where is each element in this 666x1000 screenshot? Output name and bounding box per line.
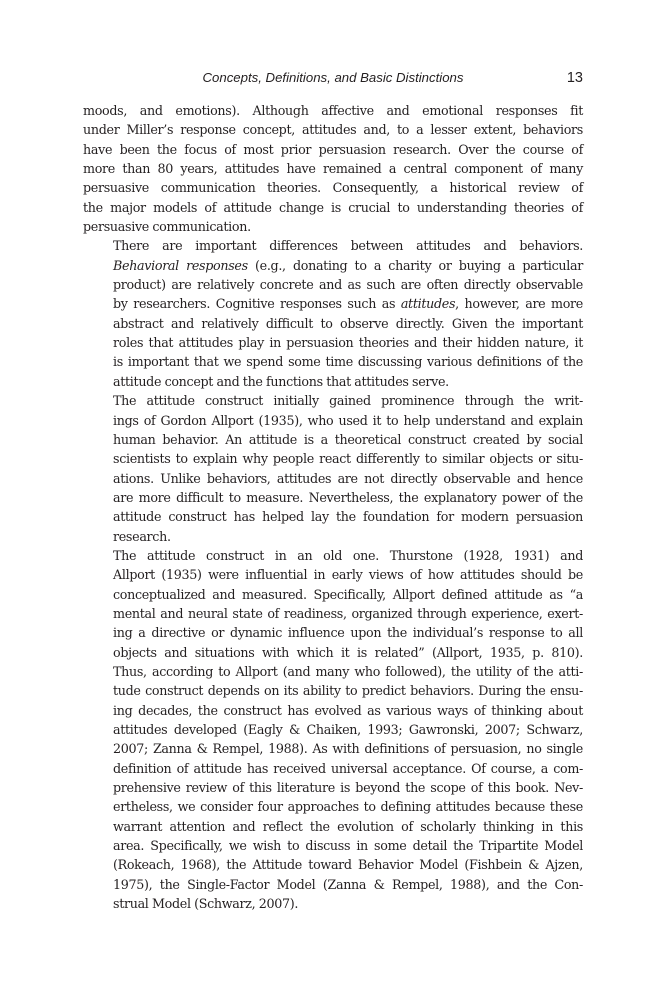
page-number: 13 bbox=[566, 70, 583, 86]
text-line: ertheless, we consider four approaches to defining attitudes because these bbox=[113, 799, 583, 815]
text-line: 2007; Zanna & Rempel, 1988). As with definitions of persuasion, no single bbox=[113, 741, 583, 757]
text-line: is important that we spend some time discussing various definitions of the bbox=[113, 354, 583, 370]
body-paragraph bbox=[83, 236, 583, 391]
text-line: There are important differences between attitudes and behaviors. bbox=[113, 238, 583, 254]
text-line: ing a directive or dynamic influence upon the individual’s response to all bbox=[113, 625, 583, 641]
text-line: more than 80 years, attitudes have remained a central component of many bbox=[83, 161, 583, 177]
text-line: definition of attitude has received universal acceptance. Of course, a com- bbox=[113, 760, 583, 776]
emphasized-term: attitudes bbox=[400, 296, 456, 312]
text-line: are more difficult to measure. Nevertheless, the explanatory power of the bbox=[113, 489, 583, 505]
text-line: ings of Gordon Allport (1935), who used it to help understand and explain bbox=[113, 412, 583, 428]
text-line: area. Specifically, we wish to discuss in some detail the Tripartite Model bbox=[113, 838, 583, 854]
text-line: the major models of attitude change is crucial to understanding theories of bbox=[83, 199, 583, 215]
text-line: have been the focus of most prior persuasion research. Over the course of bbox=[83, 141, 583, 157]
text-line: prehensive review of this literature is beyond the scope of this book. Nev- bbox=[113, 780, 583, 796]
text-line: (Rokeach, 1968), the Attitude toward Behavior Model (Fishbein & Ajzen, bbox=[113, 857, 583, 873]
text-line: abstract and relatively difficult to observe directly. Given the important bbox=[113, 315, 583, 331]
text-line: The attitude construct in an old one. Thurstone (1928, 1931) and bbox=[113, 547, 583, 563]
text-line: objects and situations with which it is related” (Allport, 1935, p. 810). bbox=[113, 644, 583, 660]
body-paragraph bbox=[83, 391, 583, 546]
text-line: tude construct depends on its ability to predict behaviors. During the ensu- bbox=[113, 683, 583, 699]
text-line: The attitude construct initially gained prominence through the writ- bbox=[113, 393, 583, 409]
emphasized-term: Behavioral responses bbox=[113, 257, 248, 273]
text-line: research. bbox=[113, 528, 171, 544]
text-line: under Miller’s response concept, attitudes and, to a lesser extent, behaviors bbox=[83, 122, 583, 138]
body-text bbox=[83, 101, 583, 913]
text-line: ations. Unlike behaviors, attitudes are not directly observable and hence bbox=[113, 470, 583, 486]
body-paragraph bbox=[83, 101, 583, 236]
text-line: moods, and emotions). Although affective and emotional responses fit bbox=[83, 103, 583, 118]
text-line: Thus, according to Allport (and many who followed), the utility of the atti- bbox=[113, 663, 583, 679]
body-paragraph bbox=[83, 546, 583, 914]
text-line: Behavioral responses (e.g., donating to a charity or buying a particular bbox=[113, 257, 583, 273]
text-line: Allport (1935) were influential in early views of how attitudes should be bbox=[113, 567, 583, 583]
text-line: ing decades, the construct has evolved as various ways of thinking about bbox=[113, 702, 583, 718]
text-line: 1975), the Single-Factor Model (Zanna & Rempel, 1988), and the Con- bbox=[113, 876, 583, 892]
text-line: product) are relatively concrete and as such are often directly observable bbox=[113, 277, 583, 293]
text-line: conceptualized and measured. Specifically, Allport defined attitude as “a bbox=[113, 586, 583, 602]
text-line: human behavior. An attitude is a theoretical construct created by social bbox=[113, 431, 583, 447]
text-line: persuasive communication. bbox=[83, 219, 251, 235]
text-line: by researchers. Cognitive responses such as attitudes, however, are more bbox=[113, 296, 583, 312]
text-line: roles that attitudes play in persuasion theories and their hidden nature, it bbox=[113, 335, 583, 351]
text-line: mental and neural state of readiness, organized through experience, exert- bbox=[113, 605, 583, 621]
text-line: attitude construct has helped lay the foundation for modern persuasion bbox=[113, 509, 583, 525]
text-line: strual Model (Schwarz, 2007). bbox=[113, 896, 299, 912]
text-line: attitude concept and the functions that attitudes serve. bbox=[113, 373, 449, 389]
running-head bbox=[83, 70, 583, 90]
text-line: scientists to explain why people react differently to similar objects or situ- bbox=[113, 451, 583, 467]
running-title: Concepts, Definitions, and Basic Distinctions bbox=[202, 70, 464, 85]
text-line: attitudes developed (Eagly & Chaiken, 1993; Gawronski, 2007; Schwarz, bbox=[113, 722, 583, 737]
text-line: warrant attention and reflect the evolution of scholarly thinking in this bbox=[113, 818, 583, 834]
text-line: persuasive communication theories. Consequently, a historical review of bbox=[83, 180, 583, 196]
